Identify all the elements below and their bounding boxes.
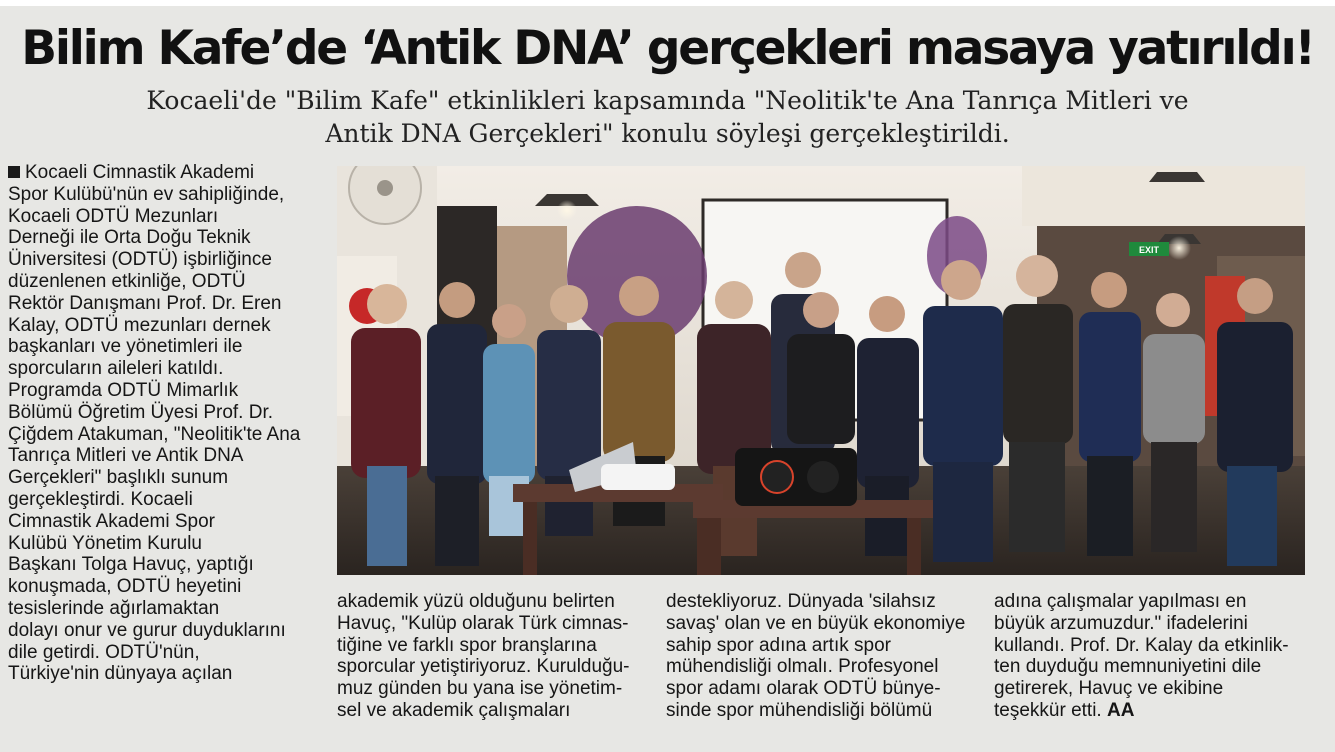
text-line bbox=[994, 700, 1306, 722]
text-line: Gerçekleri" başlıklı sunum bbox=[8, 467, 229, 489]
text-line: büyük arzumuzdur." ifadelerini bbox=[994, 612, 1248, 634]
text-line: Türkiye'nin dünyaya açılan bbox=[8, 663, 233, 685]
text-line: dolayı onur ve gurur duyduklarını bbox=[8, 619, 286, 641]
text-line: muz günden bu yana ise yönetim- bbox=[337, 678, 623, 700]
text-line: Programda ODTÜ Mimarlık bbox=[8, 379, 239, 401]
text-line: tesislerinde ağırlamaktan bbox=[8, 597, 220, 619]
group-photo-illustration bbox=[337, 166, 1305, 575]
text-line: Kocaeli Cimnastik Akademi bbox=[8, 162, 320, 184]
subheadline-line-2: Antik DNA Gerçekleri" konulu söyleşi gerçekleştirildi. bbox=[325, 119, 1010, 148]
text-line: Kulübü Yönetim Kurulu bbox=[8, 532, 202, 554]
text-line: adına çalışmalar yapılması en bbox=[994, 591, 1247, 612]
text-line: Havuç, "Kulüp olarak Türk cimnas- bbox=[337, 612, 629, 634]
text-line: dile getirdi. ODTÜ'nün, bbox=[8, 641, 200, 663]
article-column-4 bbox=[994, 591, 1306, 722]
text-line: destekliyoruz. Dünyada 'silahsız bbox=[666, 591, 936, 612]
event-photo bbox=[337, 166, 1305, 575]
article-column-3 bbox=[666, 591, 978, 722]
text-line: getirerek, Havuç ve ekibine bbox=[994, 678, 1224, 700]
text-line: sinde spor mühendisliği bölümü bbox=[666, 699, 933, 721]
article-column-2 bbox=[337, 591, 649, 722]
bullet-square-icon bbox=[8, 166, 20, 178]
text-line: gerçekleştirdi. Kocaeli bbox=[8, 488, 193, 510]
text-line: Başkanı Tolga Havuç, yaptığı bbox=[8, 554, 254, 576]
text-line: Kalay, ODTÜ mezunları dernek bbox=[8, 314, 271, 336]
text-line: savaş' olan ve en büyük ekonomiye bbox=[666, 612, 966, 634]
closing-text: teşekkür etti. bbox=[994, 699, 1102, 721]
text-line: akademik yüzü olduğunu belirten bbox=[337, 591, 615, 612]
subheadline-line-1: Kocaeli'de "Bilim Kafe" etkinlikleri kapsamında "Neolitik'te Ana Tanrıça Mitleri ve bbox=[146, 86, 1189, 115]
article-column-1 bbox=[8, 162, 320, 685]
text-line: sporcuların aileleri katıldı. bbox=[8, 358, 224, 380]
headline: Bilim Kafe’de ‘Antik DNA’ gerçekleri masaya yatırıldı! bbox=[21, 21, 1314, 76]
text-line: tiğine ve farklı spor branşlarına bbox=[337, 634, 597, 656]
text-line: spor adamı olarak ODTÜ bünye- bbox=[666, 678, 941, 700]
text-line: Rektör Danışmanı Prof. Dr. Eren bbox=[8, 292, 282, 314]
text-line: başkanları ve yönetimleri ile bbox=[8, 336, 243, 358]
text-line: Spor Kulübü'nün ev sahipliğinde, bbox=[8, 183, 285, 205]
agency-signature: AA bbox=[1107, 699, 1135, 721]
text-line: ten duyduğu memnuniyetini dile bbox=[994, 656, 1262, 678]
text-line: Kocaeli ODTÜ Mezunları bbox=[8, 205, 219, 227]
text-line: Çiğdem Atakuman, "Neolitik'te Ana bbox=[8, 423, 301, 445]
text-line: konuşmada, ODTÜ heyetini bbox=[8, 576, 242, 598]
text-line: kullandı. Prof. Dr. Kalay da etkinlik- bbox=[994, 634, 1289, 656]
text-line: Bölümü Öğretim Üyesi Prof. Dr. bbox=[8, 401, 274, 423]
text-line: düzenlenen etkinliğe, ODTÜ bbox=[8, 270, 246, 292]
text-line: Üniversitesi (ODTÜ) işbirliğince bbox=[8, 249, 272, 271]
top-margin bbox=[0, 0, 1335, 6]
text-line: mühendisliği olmalı. Profesyonel bbox=[666, 656, 939, 678]
text-line: Tanrıça Mitleri ve Antik DNA bbox=[8, 445, 244, 467]
text-line: Derneği ile Orta Doğu Teknik bbox=[8, 227, 251, 249]
text-line: Cimnastik Akademi Spor bbox=[8, 510, 215, 532]
exit-sign: EXIT bbox=[1138, 245, 1160, 255]
text-line: sahip spor adına artık spor bbox=[666, 634, 891, 656]
subheadline bbox=[30, 84, 1305, 150]
text-line: sporcular yetiştiriyoruz. Kurulduğu- bbox=[337, 656, 630, 678]
text-line: sel ve akademik çalışmaları bbox=[337, 699, 571, 721]
